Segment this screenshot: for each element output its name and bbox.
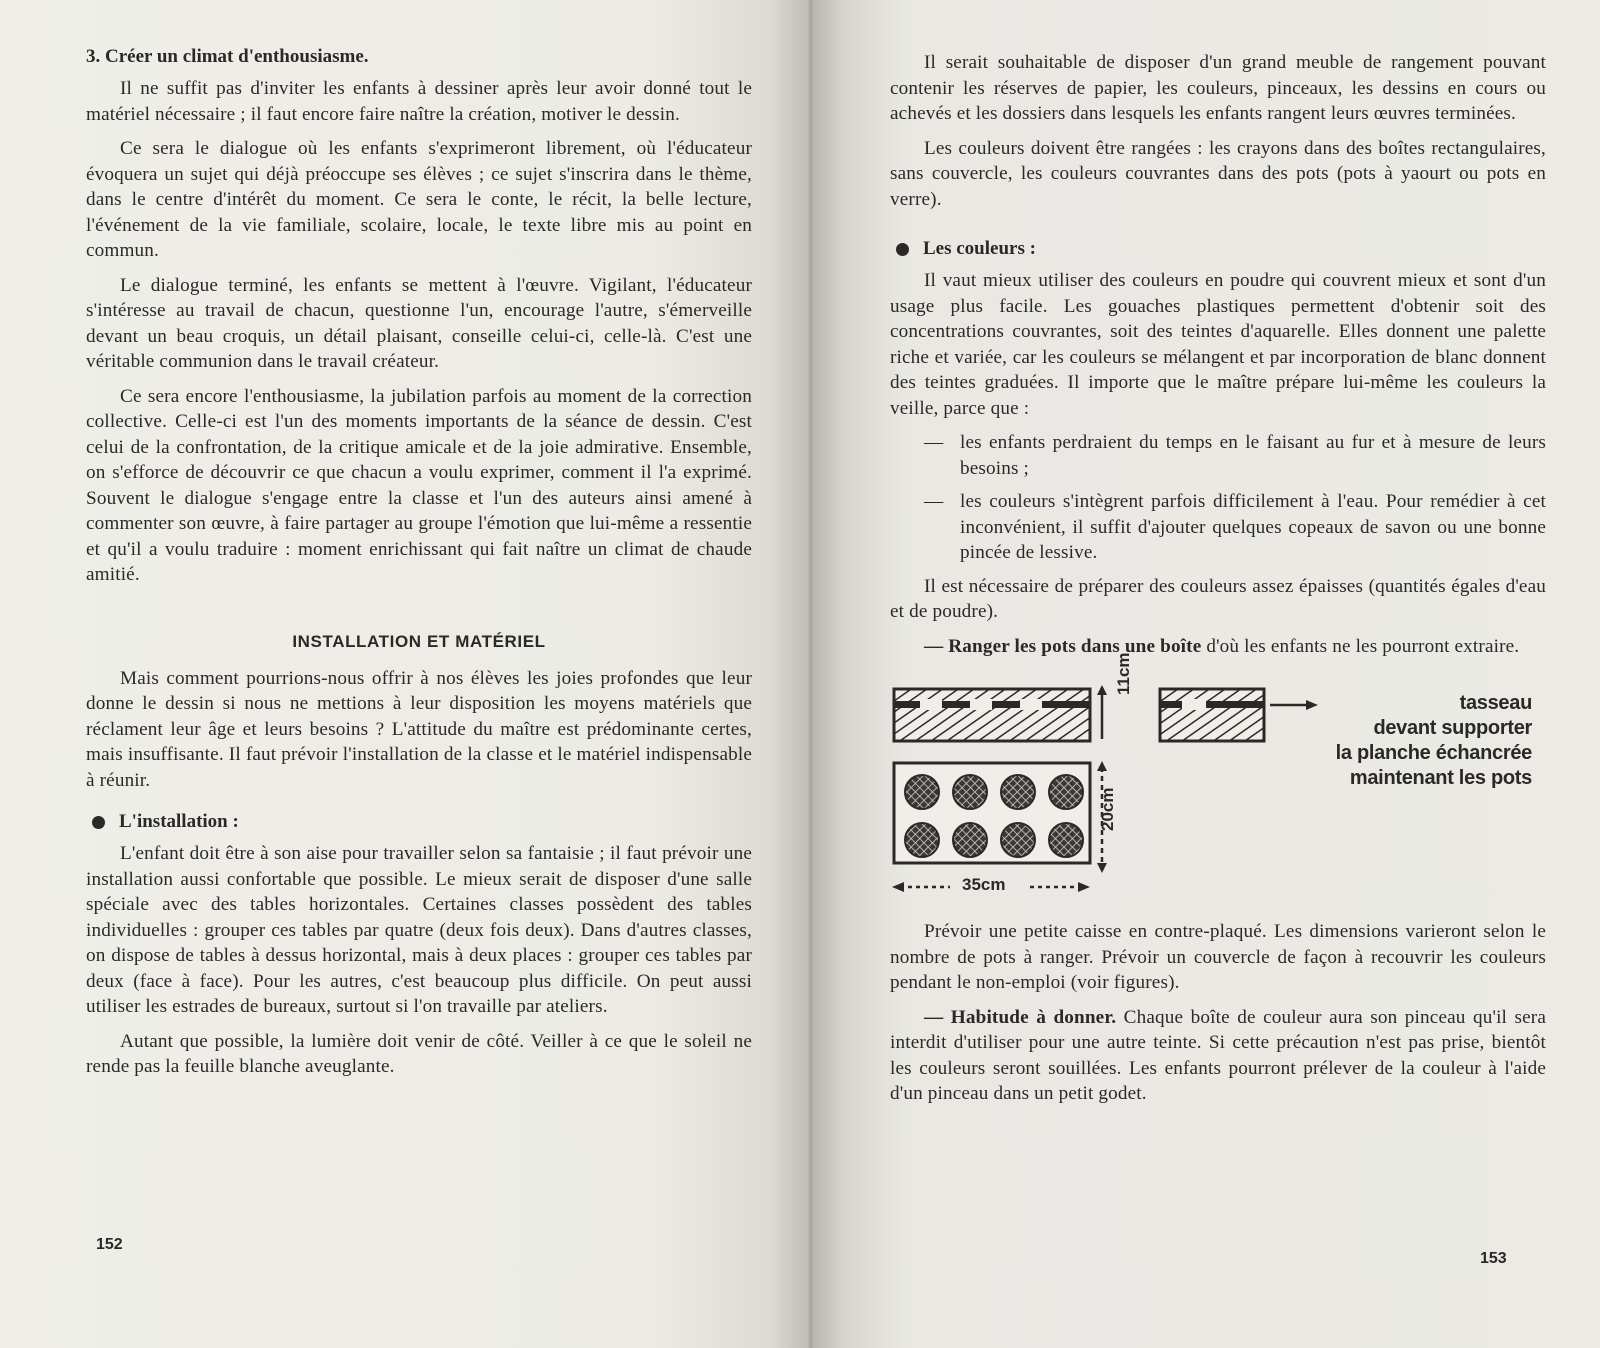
page-number-right: 153 xyxy=(1480,1250,1507,1267)
bullet-icon xyxy=(92,816,105,829)
figure-label-line: tasseau xyxy=(1459,692,1532,714)
installation-heading xyxy=(92,811,752,833)
couleurs-heading xyxy=(896,238,1546,260)
paragraph: Ce sera le dialogue où les enfants s'exprimeront librement, où l'éducateur évoquera un sujet qui déjà préoccupe ses élèves ; ce sujet s'inscrira dans le thème, dans le centre d'intérêt du moment. Ce sera le conte, le récit, la belle lecture, l'événement de la vie familiale, scolaire, locale, le texte libre mis au point en commun. xyxy=(86,138,752,261)
ranger-rest: d'où les enfants ne les pourront extraire. xyxy=(1201,635,1520,657)
paragraph: Il serait souhaitable de disposer d'un grand meuble de rangement pouvant contenir les réserves de papier, les couleurs, pinceaux, les dessins en cours ou achevés et les dossiers dans lesquels les enfants rangent leurs œuvres terminées. xyxy=(890,52,1546,124)
paragraph: Prévoir une petite caisse en contre-plaqué. Les dimensions varieront selon le nombre de pots à ranger. Prévoir un couvercle de façon à recouvrir les couleurs pendant le non-emploi (voir figures). xyxy=(890,921,1546,993)
paragraph: Il ne suffit pas d'inviter les enfants à dessiner après leur avoir donné tout le matériel nécessaire ; il faut encore faire naître la création, motiver le dessin. xyxy=(86,78,752,125)
paragraph-ranger xyxy=(890,634,1546,660)
paragraph-habitude xyxy=(890,1005,1546,1107)
ranger-bold: — Ranger les pots dans une boîte xyxy=(924,635,1202,657)
habitude-bold: — Habitude à donner. xyxy=(924,1006,1117,1028)
figure-label xyxy=(1270,691,1532,791)
figure-label-line: maintenant les pots xyxy=(1349,767,1532,789)
dash-item-text: les couleurs s'intègrent parfois difficilement à l'eau. Pour remédier à cet inconvénient, il suffit d'ajouter quelques copeaux de savon ou une bonne pincée de lessive. xyxy=(960,491,1546,563)
paragraph: Le dialogue terminé, les enfants se mettent à l'œuvre. Vigilant, l'éducateur s'intéresse au travail de chacun, questionne l'un, encourage l'autre, s'émerveille devant un beau croquis, un détail plaisant, conseille celui-ci, celle-là. C'est une véritable communion dans le travail créateur. xyxy=(86,274,752,372)
paragraph: Les couleurs doivent être rangées : les crayons dans des boîtes rectangulaires, sans couvercle, les couleurs couvrantes dans des pots (pots à yaourt ou pots en verre). xyxy=(890,137,1546,210)
habitude-rest: Chaque boîte de couleur aura son pinceau qu'il sera interdit d'utiliser pour une autre teinte. Si cette précaution n'est pas prise, bientôt les couleurs seront souillées. Les enfants pourront prélever de la couleur à l'aide d'un pinceau dans un petit godet. xyxy=(890,1006,1546,1104)
section-title: 3. Créer un climat d'enthousiasme. xyxy=(86,46,369,67)
couleurs-heading-text: Les couleurs : xyxy=(923,238,1036,259)
installation-heading-text: L'installation : xyxy=(119,811,239,832)
paragraph: L'enfant doit être à son aise pour travailler selon sa fantaisie ; il faut prévoir une installation aussi confortable que possible. Le mieux serait de disposer d'une salle spéciale avec des tables horizontales. Certaines classes possèdent des tables individuelles : grouper ces tables par quatre (deux fois deux). Dans d'autres classes, on dispose de tables à dessus horizontal, mais à deux places : grouper ces tables par deux (face à face). Pour les autres, c'est beaucoup plus difficile. On peut aussi utiliser les estrades de bureaux, surtout si l'on travaille par ateliers. xyxy=(86,843,752,1017)
paragraph: Mais comment pourrions-nous offrir à nos élèves les joies profondes que leur donne le dessin si nous ne mettions à leur disposition les moyens matériels que réclament leur âge et leurs besoins ? L'attitude du maître est prédominante certes, mais insuffisante. Il faut prévoir l'installation de la classe et le matériel indispensable à réunir. xyxy=(86,667,752,791)
dash-marker: — xyxy=(924,432,944,453)
figure-label-line: devant supporter xyxy=(1373,717,1532,739)
dim-20cm: 20cm xyxy=(1098,787,1117,831)
paragraph: Il est nécessaire de préparer des couleurs assez épaisses (quantités égales d'eau et de poudre). xyxy=(890,575,1546,622)
paragraph: Ce sera encore l'enthousiasme, la jubilation parfois au moment de la correction collective. Celle-ci est l'un des moments importants de la séance de dessin. C'est celui de la confrontation, de la critique amicale et de la joie admirative. Ensemble, on s'efforce de découvrir ce que chacun a voulu exprimer, comment il l'a exprimé. Souvent le dialogue s'engage entre la classe et l'un des auteurs ainsi amené à commenter son œuvre, à faire partager au groupe l'émotion que lui-même a ressentie et qu'il a voulu traduire : moment enrichissant qui fait naître un climat de chaude amitié. xyxy=(86,385,752,585)
page-number-left: 152 xyxy=(96,1236,123,1253)
figure-label-line: la planche échancrée xyxy=(1335,742,1532,764)
dim-35cm: 35cm xyxy=(962,875,1006,894)
paragraph: Il vaut mieux utiliser des couleurs en poudre qui couvrent mieux et sont d'un usage plus facile. Les gouaches plastiques permettent d'obtenir soit des concentrations couvrantes, soit des teintes d'aquarelle. Elles donnent une palette riche et variée, car les couleurs se mélangent et par incorporation de blanc donnent des teintes graduées. Il importe que le maître prépare lui-même les couleurs la veille, parce que : xyxy=(890,270,1546,419)
bullet-icon xyxy=(896,243,909,256)
paragraph: Autant que possible, la lumière doit venir de côté. Veiller à ce que le soleil ne rende pas la feuille blanche aveuglante. xyxy=(86,1030,752,1077)
dash-marker: — xyxy=(924,491,944,512)
dim-11cm: 11cm xyxy=(1114,652,1133,695)
dash-item xyxy=(924,430,1546,481)
right-page xyxy=(812,0,1600,1348)
dash-item-text: les enfants perdraient du temps en le faisant au fur et à mesure de leurs besoins ; xyxy=(960,432,1546,479)
box-diagram xyxy=(890,652,1540,899)
dash-item xyxy=(924,489,1546,566)
section-heading: INSTALLATION ET MATÉRIEL xyxy=(292,631,546,651)
